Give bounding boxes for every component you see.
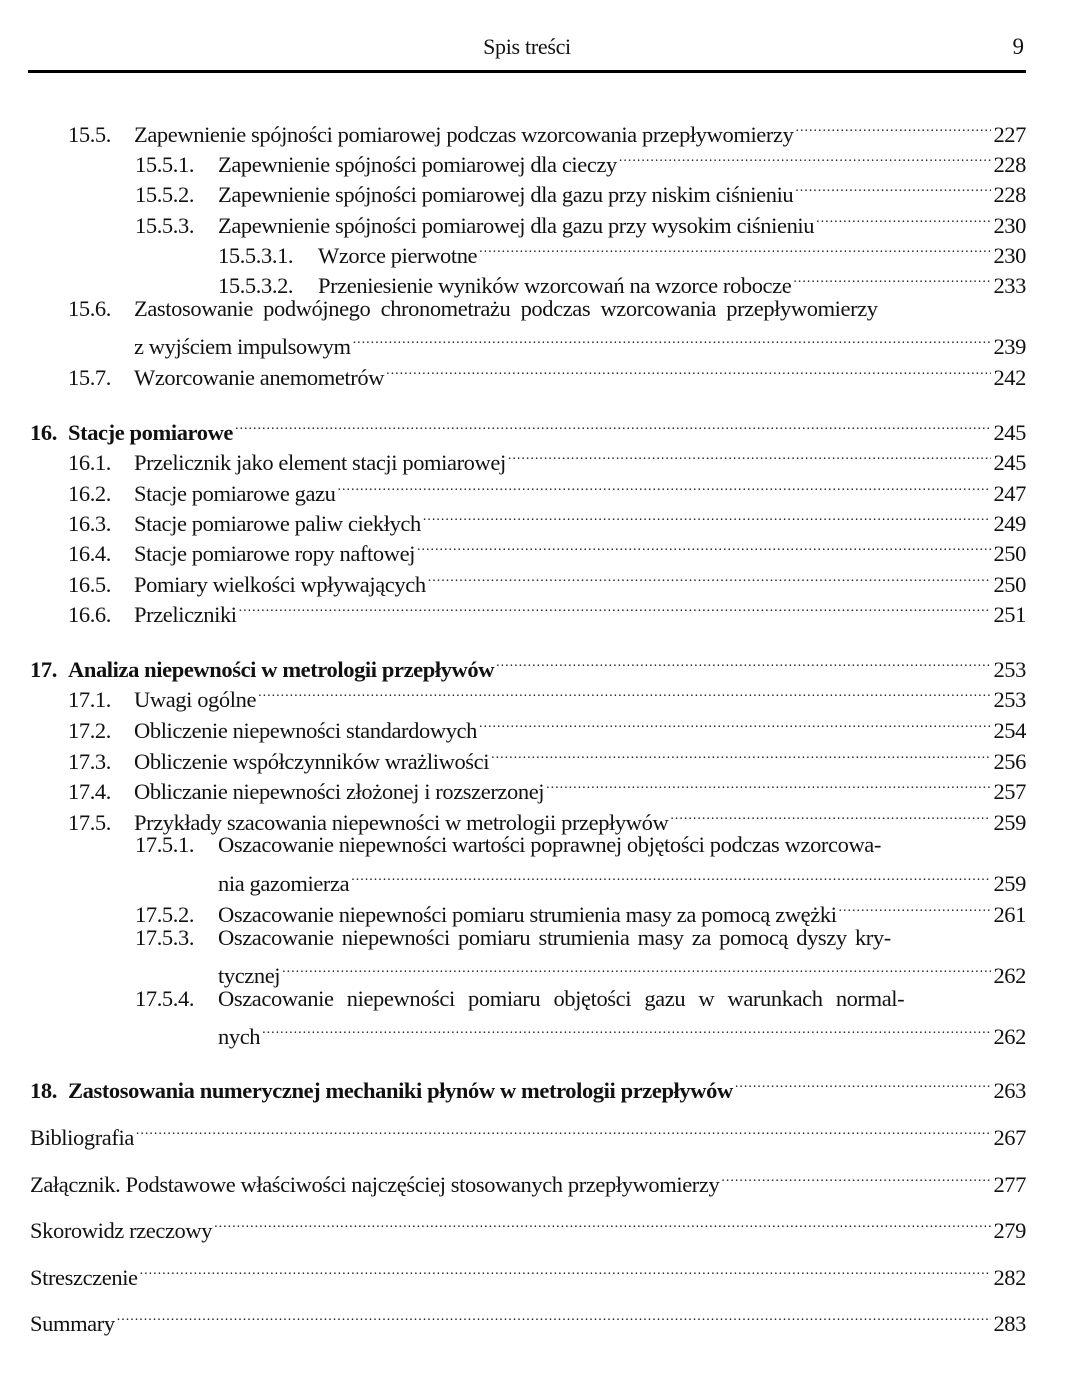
toc-entry-15-5-3[interactable] — [135, 203, 1026, 238]
toc-title: Streszczenie — [30, 1265, 138, 1290]
toc-number: 16.6. — [68, 602, 112, 627]
toc-page: 267 — [993, 1125, 1026, 1150]
leader-dots — [423, 501, 992, 531]
toc-chapter-17[interactable] — [30, 647, 1026, 682]
toc-page: 242 — [993, 365, 1026, 390]
leader-dots — [735, 1068, 992, 1098]
toc-entry-17-5-4-continued[interactable] — [218, 1014, 1026, 1049]
toc-page: 228 — [993, 152, 1026, 177]
toc-page: 250 — [993, 541, 1026, 566]
leader-dots — [839, 892, 992, 922]
toc-entry-bibliografia[interactable] — [30, 1115, 1026, 1150]
leader-dots — [258, 677, 991, 707]
toc-title: Oszacowanie niepewności wartości poprawnej objętości podczas wzorcowa- — [218, 832, 881, 857]
toc-page: 262 — [993, 963, 1026, 988]
leader-dots — [140, 1255, 992, 1285]
leader-dots — [619, 142, 992, 172]
toc-page: 247 — [993, 481, 1026, 506]
toc-entry-16-4[interactable] — [68, 531, 1026, 566]
toc-page: 230 — [993, 213, 1026, 238]
toc-title-continued: z wyjściem impulsowym — [134, 334, 351, 359]
toc-page: 282 — [993, 1265, 1026, 1290]
toc-page: 254 — [993, 718, 1026, 743]
toc-entry-16-5[interactable] — [68, 562, 1026, 597]
toc-page: 277 — [993, 1172, 1026, 1197]
toc-title: Obliczenie niepewności standardowych — [134, 718, 477, 743]
toc-title: Przykłady szacowania niepewności w metrologii przepływów — [134, 810, 669, 835]
toc-entry-16-1[interactable] — [68, 440, 1026, 475]
toc-entry-16-2[interactable] — [68, 471, 1026, 506]
toc-page: 233 — [993, 273, 1026, 298]
toc-title: Stacje pomiarowe — [68, 420, 234, 445]
leader-dots — [496, 647, 991, 677]
leader-dots — [795, 112, 991, 142]
leader-dots — [353, 324, 992, 354]
toc-number: 16.4. — [68, 541, 112, 566]
toc-page: 253 — [993, 657, 1026, 682]
toc-entry-17-5-3[interactable] — [135, 923, 1026, 953]
toc-page: 279 — [993, 1218, 1026, 1243]
toc-title: Stacje pomiarowe paliw ciekłych — [134, 511, 421, 536]
leader-dots — [793, 263, 991, 293]
toc-page: 257 — [993, 779, 1026, 804]
toc-title: Stacje pomiarowe ropy naftowej — [134, 541, 416, 566]
leader-dots — [351, 861, 991, 891]
toc-entry-17-5-2[interactable] — [135, 892, 1026, 927]
toc-number: 15.5.2. — [135, 182, 195, 207]
toc-number: 17.5.4. — [135, 986, 195, 1011]
toc-title: Przeliczniki — [134, 602, 237, 627]
leader-dots — [491, 739, 991, 769]
leader-dots — [816, 203, 991, 233]
header-title: Spis treści — [483, 34, 571, 59]
leader-dots — [262, 1014, 991, 1044]
toc-page: 259 — [993, 810, 1026, 835]
toc-title: Wzorce pierwotne — [318, 243, 478, 268]
toc-number: 16.5. — [68, 572, 112, 597]
toc-page: 245 — [993, 450, 1026, 475]
running-header — [28, 30, 1026, 73]
toc-number: 15.5. — [68, 122, 112, 147]
toc-page: 283 — [993, 1311, 1026, 1336]
leader-dots — [479, 708, 991, 738]
toc-title-continued: nych — [218, 1024, 261, 1049]
leader-dots — [546, 769, 991, 799]
toc-title: Bibliografia — [30, 1125, 134, 1150]
leader-dots — [479, 233, 991, 263]
leader-dots — [386, 355, 991, 385]
toc-entry-17-5-1-continued[interactable] — [218, 861, 1026, 896]
toc-number: 16.3. — [68, 511, 112, 536]
toc-number: 17.5.2. — [135, 902, 195, 927]
toc-entry-15-5[interactable] — [68, 112, 1026, 147]
toc-page: 228 — [993, 182, 1026, 207]
toc-title: Zapewnienie spójności pomiarowej podczas wzorcowania przepływomierzy — [134, 122, 794, 147]
toc-number: 17.5.3. — [135, 925, 195, 950]
leader-dots — [239, 592, 992, 622]
toc-number: 15.7. — [68, 365, 112, 390]
toc-entry-17-5-1[interactable] — [135, 830, 1026, 860]
toc-title: Zapewnienie spójności pomiarowej dla cieczy — [218, 152, 617, 177]
leader-dots — [235, 410, 991, 440]
leader-dots — [338, 471, 992, 501]
toc-number: 15.5.3. — [135, 213, 195, 238]
header-page-number: 9 — [1012, 34, 1024, 59]
toc-number: 17.1. — [68, 687, 112, 712]
toc-page: 263 — [993, 1078, 1026, 1103]
toc-entry-17-2[interactable] — [68, 708, 1026, 743]
toc-page: 256 — [993, 749, 1026, 774]
toc-page: 239 — [993, 334, 1026, 359]
toc-number: 16. — [30, 420, 57, 445]
toc-title: Zastosowania numerycznej mechaniki płynów w metrologii przepływów — [68, 1078, 733, 1103]
toc-title: Załącznik. Podstawowe właściwości najczęściej stosowanych przepływomierzy — [30, 1172, 720, 1197]
toc-number: 17.2. — [68, 718, 112, 743]
toc-entry-17-5[interactable] — [68, 800, 1026, 835]
toc-entry-17-3[interactable] — [68, 739, 1026, 774]
toc-entry-15-7[interactable] — [68, 355, 1026, 390]
leader-dots — [136, 1115, 992, 1145]
toc-title: Zapewnienie spójności pomiarowej dla gazu przy wysokim ciśnieniu — [218, 213, 815, 238]
toc-number: 15.5.3.1. — [218, 243, 294, 268]
leader-dots — [417, 531, 991, 561]
toc-number: 17. — [30, 657, 57, 682]
toc-entry-17-5-4[interactable] — [135, 984, 1026, 1014]
toc-entry-17-5-3-continued[interactable] — [218, 953, 1026, 988]
toc-chapter-18[interactable] — [30, 1068, 1026, 1103]
toc-page: 259 — [993, 871, 1026, 896]
toc-title: Summary — [30, 1311, 115, 1336]
toc-title: Uwagi ogólne — [134, 687, 257, 712]
toc-entry-15-5-1[interactable] — [135, 142, 1026, 177]
toc-title: Wzorcowanie anemometrów — [134, 365, 385, 390]
toc-entry-15-5-3-1[interactable] — [218, 233, 1026, 268]
toc-number: 17.4. — [68, 779, 112, 804]
toc-title: Oszacowanie niepewności pomiaru strumienia masy za pomocą zwężki — [218, 902, 837, 927]
leader-dots — [428, 562, 992, 592]
leader-dots — [508, 440, 992, 470]
toc-entry-zalacznik[interactable] — [30, 1162, 1026, 1197]
toc-number: 16.1. — [68, 450, 112, 475]
toc-entry-16-6[interactable] — [68, 592, 1026, 627]
toc-number: 18. — [30, 1078, 57, 1103]
toc-title: Oszacowanie niepewności pomiaru strumienia masy za pomocą dyszy kry- — [218, 925, 891, 950]
toc-title: Obliczenie współczynników wrażliwości — [134, 749, 490, 774]
toc-entry-streszczenie[interactable] — [30, 1255, 1026, 1290]
toc-title: Stacje pomiarowe gazu — [134, 481, 336, 506]
toc-title-continued: tycznej — [218, 963, 281, 988]
toc-page: 251 — [993, 602, 1026, 627]
toc-title: Skorowidz rzeczowy — [30, 1218, 213, 1243]
toc-entry-summary[interactable] — [30, 1301, 1026, 1336]
toc-title: Oszacowanie niepewności pomiaru objętości gazu w warunkach normal- — [218, 986, 905, 1011]
toc-page: 245 — [993, 420, 1026, 445]
toc-entry-16-3[interactable] — [68, 501, 1026, 536]
leader-dots — [721, 1162, 991, 1192]
toc-entry-15-5-2[interactable] — [135, 172, 1026, 207]
toc-chapter-16[interactable] — [30, 410, 1026, 445]
toc-page: 227 — [993, 122, 1026, 147]
toc-title-continued: nia gazomierza — [218, 871, 350, 896]
toc-entry-15-6[interactable] — [68, 294, 1026, 324]
toc-title: Przeniesienie wyników wzorcowań na wzorce robocze — [318, 273, 792, 298]
toc-page: 261 — [993, 902, 1026, 927]
toc-number: 15.5.1. — [135, 152, 195, 177]
toc-number: 15.6. — [68, 296, 112, 321]
toc-number: 15.5.3.2. — [218, 273, 294, 298]
toc-title: Zapewnienie spójności pomiarowej dla gazu przy niskim ciśnieniu — [218, 182, 794, 207]
toc-title: Pomiary wielkości wpływających — [134, 572, 426, 597]
toc-page: 253 — [993, 687, 1026, 712]
toc-title: Obliczanie niepewności złożonej i rozszerzonej — [134, 779, 545, 804]
toc-entry-17-4[interactable] — [68, 769, 1026, 804]
toc-title: Zastosowanie podwójnego chronometrażu podczas wzorcowania przepływomierzy — [134, 296, 878, 321]
toc-page: 249 — [993, 511, 1026, 536]
toc-number: 16.2. — [68, 481, 112, 506]
toc-entry-skorowidz[interactable] — [30, 1208, 1026, 1243]
toc-number: 17.3. — [68, 749, 112, 774]
toc-entry-15-5-3-2[interactable] — [218, 263, 1026, 298]
leader-dots — [670, 800, 991, 830]
leader-dots — [214, 1208, 991, 1238]
toc-entry-17-1[interactable] — [68, 677, 1026, 712]
toc-title: Analiza niepewności w metrologii przepływów — [68, 657, 495, 682]
leader-dots — [117, 1301, 992, 1331]
toc-number: 17.5.1. — [135, 832, 195, 857]
toc-number: 17.5. — [68, 810, 112, 835]
toc-title: Przelicznik jako element stacji pomiarowej — [134, 450, 506, 475]
leader-dots — [795, 172, 991, 202]
toc-page: 262 — [993, 1024, 1026, 1049]
toc-page: 230 — [993, 243, 1026, 268]
toc-page: 250 — [993, 572, 1026, 597]
toc-entry-15-6-continued[interactable] — [134, 324, 1026, 359]
leader-dots — [282, 953, 991, 983]
